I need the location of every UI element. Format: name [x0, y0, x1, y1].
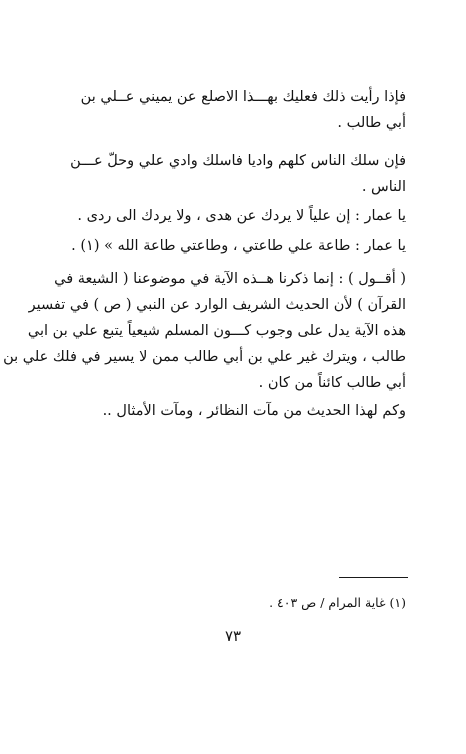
paragraph-5: [3, 266, 406, 396]
text-line: فإذا رأيت ذلك فعليك بهـــذا الاصلع عن يميني عــلي بن: [80, 89, 406, 105]
text-line: هذه الآية يدل على وجوب كـــون المسلم شيعياً يتبع علي بن ابي: [27, 323, 406, 339]
text-line: يا عمار : طاعة علي طاعتي ، وطاعتي طاعة الله » (١) .: [71, 238, 406, 254]
text-line: وكم لهذا الحديث من مآت النظائر ، ومآت الأمثال ..: [102, 403, 406, 419]
text-line: طالب ، ويترك غير علي بن أبي طالب ممن لا يسير في فلك علي بن: [3, 349, 406, 365]
footnote: (١) غاية المرام / ص ٤٠٣ .: [269, 595, 406, 610]
footnote-divider: [339, 577, 408, 578]
text-line: القرآن ) لأن الحديث الشريف الوارد عن النبي ( ص ) في تفسير: [28, 297, 406, 313]
paragraph-1: [60, 84, 406, 136]
paragraph-6: [60, 398, 406, 424]
paragraph-3: [60, 203, 406, 229]
text-line: أبي طالب كائناً من كان .: [258, 375, 406, 391]
text-line: ( أقــول ) : إنما ذكرنا هــذه الآية في موضوعنا ( الشيعة في: [54, 271, 406, 287]
paragraph-2: [60, 148, 406, 200]
text-line: الناس .: [361, 179, 406, 195]
page-number: ٧٣: [224, 627, 242, 645]
paragraph-4: [60, 233, 406, 259]
text-line: يا عمار : إن علياً لا يردك عن هدى ، ولا يردك الى ردى .: [77, 208, 406, 224]
text-line: أبي طالب .: [337, 115, 406, 131]
text-line: فإن سلك الناس كلهم واديا فاسلك وادي علي وحلّ عـــن: [70, 153, 406, 169]
